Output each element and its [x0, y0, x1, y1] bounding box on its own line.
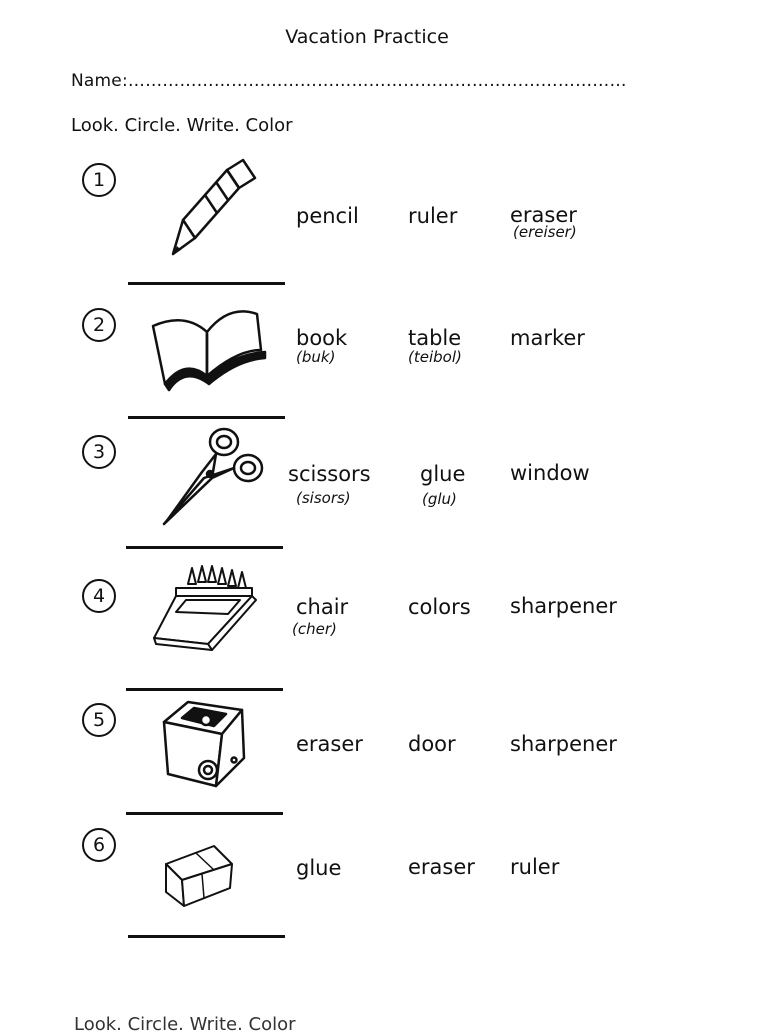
word-option[interactable]: glue: [420, 462, 466, 486]
page-title: Vacation Practice: [285, 26, 449, 48]
word-option[interactable]: table: [408, 326, 462, 350]
answer-line[interactable]: [128, 416, 285, 419]
book-icon: [145, 294, 275, 404]
word-option[interactable]: ruler: [408, 204, 458, 228]
word-option[interactable]: door: [408, 732, 456, 756]
answer-line[interactable]: [126, 812, 283, 815]
word-option[interactable]: pencil: [296, 204, 359, 228]
word-option[interactable]: glue: [296, 856, 342, 880]
word-option[interactable]: eraser: [510, 203, 577, 227]
pronunciation-hint: (glu): [422, 490, 457, 508]
footer-instructions: Look. Circle. Write. Color: [74, 1014, 296, 1035]
instructions: Look. Circle. Write. Color: [71, 115, 293, 136]
word-option[interactable]: marker: [510, 326, 585, 350]
item-number-3: 3: [82, 435, 116, 469]
item-number-5: 5: [82, 703, 116, 737]
answer-line[interactable]: [128, 935, 285, 938]
pencil-icon: [155, 152, 285, 262]
pronunciation-hint: (sisors): [296, 489, 351, 507]
scissors-icon: [152, 422, 282, 532]
word-option[interactable]: sharpener: [510, 732, 617, 756]
eraser-icon: [150, 820, 280, 930]
word-option[interactable]: eraser: [408, 855, 475, 879]
answer-line[interactable]: [126, 546, 283, 549]
pronunciation-hint: (buk): [296, 348, 336, 366]
word-option[interactable]: ruler: [510, 855, 560, 879]
word-option[interactable]: colors: [408, 595, 471, 619]
answer-line[interactable]: [126, 688, 283, 691]
pronunciation-hint: (cher): [292, 620, 337, 638]
pronunciation-hint: (teibol): [408, 348, 462, 366]
word-option[interactable]: eraser: [296, 732, 363, 756]
item-number-6: 6: [82, 828, 116, 862]
word-option[interactable]: window: [510, 461, 590, 485]
word-option[interactable]: scissors: [288, 462, 371, 486]
word-option[interactable]: chair: [296, 595, 349, 619]
item-number-1: 1: [82, 163, 116, 197]
sharpener-icon: [150, 694, 280, 804]
item-number-2: 2: [82, 308, 116, 342]
answer-line[interactable]: [128, 282, 285, 285]
colored-pencils-box-icon: [148, 560, 278, 670]
item-number-4: 4: [82, 579, 116, 613]
pronunciation-hint: (ereiser): [513, 223, 577, 241]
word-option[interactable]: book: [296, 326, 348, 350]
name-field-label: Name:……………………………………………………………………………: [71, 71, 627, 91]
word-option[interactable]: sharpener: [510, 594, 617, 618]
